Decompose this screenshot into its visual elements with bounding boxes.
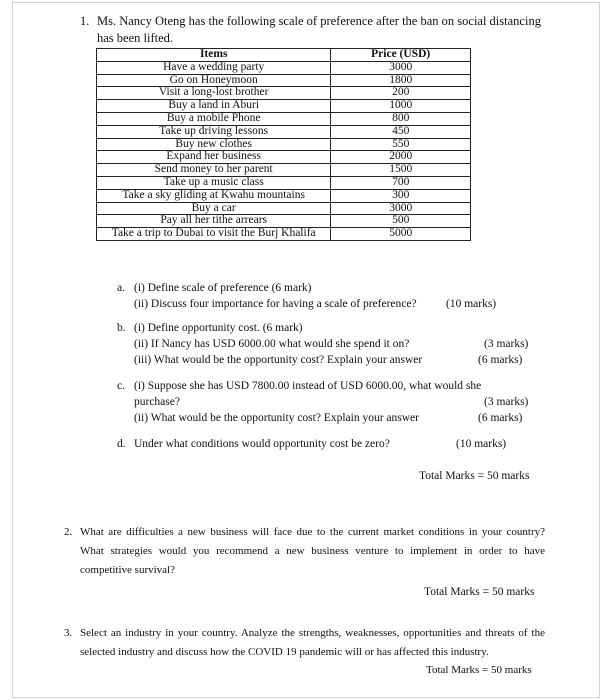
table-row bbox=[97, 151, 471, 164]
price-cell: 1500 bbox=[331, 164, 471, 177]
part-d-label: d. bbox=[117, 438, 126, 450]
table-row bbox=[97, 228, 471, 241]
price-cell: 550 bbox=[331, 138, 471, 151]
item-cell: Visit a long-lost brother bbox=[97, 87, 331, 100]
price-cell: 2000 bbox=[331, 151, 471, 164]
question-3-text-line-1: Select an industry in your country. Analyze the strengths, weaknesses, opportunities and threats of the bbox=[80, 627, 545, 639]
question-3-total-marks: Total Marks = 50 marks bbox=[426, 664, 532, 676]
part-c-i-line-2: purchase? bbox=[134, 396, 180, 408]
price-cell: 1000 bbox=[331, 100, 471, 113]
question-2-total-marks: Total Marks = 50 marks bbox=[424, 586, 535, 598]
item-cell: Send money to her parent bbox=[97, 164, 331, 177]
preference-table bbox=[96, 48, 471, 241]
item-cell: Buy a land in Aburi bbox=[97, 100, 331, 113]
part-c-ii-marks: (6 marks) bbox=[478, 412, 523, 424]
preference-table-body bbox=[97, 61, 471, 240]
table-row bbox=[97, 61, 471, 74]
item-cell: Go on Honeymoon bbox=[97, 74, 331, 87]
table-row bbox=[97, 112, 471, 125]
item-cell: Buy a car bbox=[97, 202, 331, 215]
item-cell: Take a trip to Dubai to visit the Burj Khalifa bbox=[97, 228, 331, 241]
question-1-number: 1. bbox=[80, 14, 90, 28]
part-a-ii: (ii) Discuss four importance for having a scale of preference? bbox=[134, 298, 417, 310]
part-b-label: b. bbox=[117, 322, 126, 334]
question-2-text-line-1: What are difficulties a new business will face due to the current market conditions in your country? bbox=[80, 526, 545, 538]
part-c-i-line-1: (i) Suppose she has USD 7800.00 instead of USD 6000.00, what would she bbox=[134, 380, 482, 392]
price-cell: 450 bbox=[331, 125, 471, 138]
part-c-label: c. bbox=[117, 380, 125, 392]
table-row bbox=[97, 125, 471, 138]
table-row bbox=[97, 215, 471, 228]
price-cell: 5000 bbox=[331, 228, 471, 241]
part-d-marks: (10 marks) bbox=[456, 438, 507, 450]
price-cell: 200 bbox=[331, 87, 471, 100]
item-cell: Buy a mobile Phone bbox=[97, 112, 331, 125]
item-cell: Pay all her tithe arrears bbox=[97, 215, 331, 228]
price-cell: 800 bbox=[331, 112, 471, 125]
question-2-text-line-3: competitive survival? bbox=[80, 564, 175, 576]
table-row bbox=[97, 100, 471, 113]
question-2-text-line-2: What strategies would you recommend a new business venture to implement in order to have bbox=[80, 545, 545, 557]
item-cell: Take up a music class bbox=[97, 176, 331, 189]
part-b-iii-marks: (6 marks) bbox=[478, 354, 523, 366]
table-row bbox=[97, 202, 471, 215]
part-c-ii: (ii) What would be the opportunity cost? Explain your answer bbox=[134, 412, 419, 424]
part-b-ii: (ii) If Nancy has USD 6000.00 what would she spend it on? bbox=[134, 338, 410, 350]
item-cell: Take up driving lessons bbox=[97, 125, 331, 138]
part-a-i: (i) Define scale of preference (6 mark) bbox=[134, 282, 312, 294]
question-1-text-line-1: Ms. Nancy Oteng has the following scale of preference after the ban on social distancing bbox=[97, 14, 541, 28]
part-b-i: (i) Define opportunity cost. (6 mark) bbox=[134, 322, 303, 334]
part-b-iii: (iii) What would be the opportunity cost? Explain your answer bbox=[134, 354, 423, 366]
item-cell: Expand her business bbox=[97, 151, 331, 164]
price-cell: 500 bbox=[331, 215, 471, 228]
item-cell: Have a wedding party bbox=[97, 61, 331, 74]
table-row bbox=[97, 189, 471, 202]
question-2-number: 2. bbox=[64, 526, 73, 538]
item-cell: Take a sky gliding at Kwahu mountains bbox=[97, 189, 331, 202]
table-header-row bbox=[97, 49, 471, 62]
column-header-price: Price (USD) bbox=[331, 49, 471, 62]
price-cell: 1800 bbox=[331, 74, 471, 87]
price-cell: 3000 bbox=[331, 61, 471, 74]
part-d-text: Under what conditions would opportunity cost be zero? bbox=[134, 438, 390, 450]
question-3-text-line-2: selected industry and discuss how the COVID 19 pandemic will or has affected this industry. bbox=[80, 646, 489, 658]
column-header-items: Items bbox=[97, 49, 331, 62]
table-row bbox=[97, 74, 471, 87]
price-cell: 3000 bbox=[331, 202, 471, 215]
part-a-label: a. bbox=[117, 282, 125, 294]
question-1-total-marks: Total Marks = 50 marks bbox=[419, 470, 530, 482]
price-cell: 700 bbox=[331, 176, 471, 189]
question-3-number: 3. bbox=[64, 627, 73, 639]
table-row bbox=[97, 138, 471, 151]
table-row bbox=[97, 176, 471, 189]
table-row bbox=[97, 164, 471, 177]
question-1-text-line-2: has been lifted. bbox=[97, 31, 174, 45]
item-cell: Buy new clothes bbox=[97, 138, 331, 151]
price-cell: 300 bbox=[331, 189, 471, 202]
part-a-ii-marks: (10 marks) bbox=[446, 298, 497, 310]
table-row bbox=[97, 87, 471, 100]
part-c-i-marks: (3 marks) bbox=[484, 396, 529, 408]
part-b-ii-marks: (3 marks) bbox=[484, 338, 529, 350]
